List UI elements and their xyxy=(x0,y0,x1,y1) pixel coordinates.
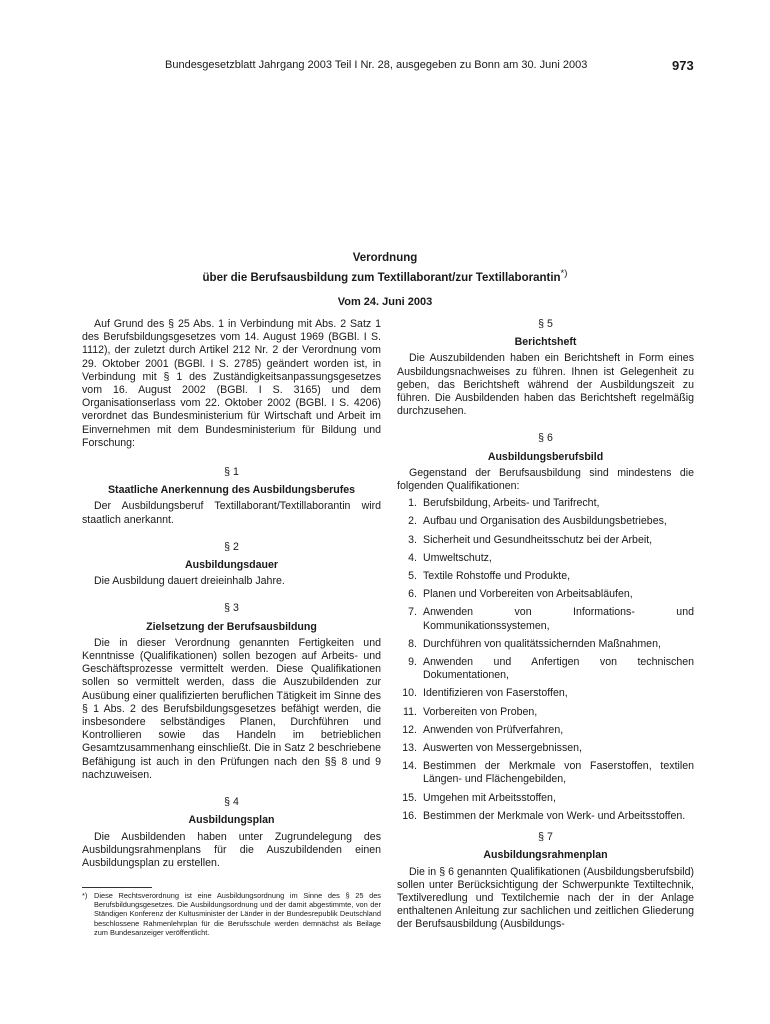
list-item-text: Bestimmen der Merkmale von Werk- und Arbeitsstoffen. xyxy=(423,809,686,822)
list-item-number: 3. xyxy=(408,533,417,546)
list-item xyxy=(408,588,694,601)
section-7-text: Die in § 6 genannten Qualifikationen (Ausbildungsberufsbild) sollen unter Berücksichtigung der Schwerpunkte Textiltechnik, Textilveredlung und Textilchemie nach der in der Anlage enthaltenen Anleitung zur sachlichen und zeitlichen Gliederung der Berufsausbildung (Ausbildungs- xyxy=(397,865,694,931)
list-item-number: 8. xyxy=(408,637,417,650)
list-item-number: 14. xyxy=(402,760,417,773)
section-1-title: Staatliche Anerkennung des Ausbildungsberufes xyxy=(107,484,356,497)
list-item-number: 7. xyxy=(408,606,417,619)
list-item-number: 10. xyxy=(402,687,417,700)
left-column xyxy=(82,318,381,870)
list-item-number: 5. xyxy=(408,570,417,583)
list-item-text: Textile Rohstoffe und Produkte, xyxy=(423,570,571,583)
right-column xyxy=(397,318,694,932)
section-3-text: Die in dieser Verordnung genannten Fertigkeiten und Kenntnisse (Qualifikationen) sollen bezogen auf Arbeits- und Geschäftsprozesse vermittelt werden. Diese Qualifikationen sollen so vermittelt werden, dass die Auszubildenden zur Ausübung einer qualifizierten beruflichen Tätigkeit im Sinne des § 1 Abs. 2 des Berufsbildungsgesetzes befähigt werden, die insbesondere selbständiges Planen, Durchführen und Kontrollieren sowie das Handeln im betrieblichen Gesamtzusammenhang einschließt. Die in Satz 2 beschriebene Befähigung ist auch in den Prüfungen nach den §§ 8 und 9 nachzuweisen. xyxy=(82,636,381,781)
list-item-text: Aufbau und Organisation des Ausbildungsbetriebes, xyxy=(423,515,667,528)
section-2-title: Ausbildungsdauer xyxy=(185,559,278,572)
list-item xyxy=(408,497,694,510)
title-footnote-mark: *) xyxy=(560,268,568,279)
list-item-number: 1. xyxy=(408,497,417,510)
preamble: Auf Grund des § 25 Abs. 1 in Verbindung mit Abs. 2 Satz 1 des Berufsbildungsgesetzes vom 14. August 1969 (BGBl. I S. 1112), der zuletzt durch Artikel 212 Nr. 2 der Verordnung vom 29. Oktober 2001 (BGBl. I S. 2785) geändert worden ist, in Verbindung mit § 1 des Zuständigkeitsanpassungsgesetzes vom 16. August 2002 (BGBl. I S. 3165) und dem Organisationserlass vom 22. Oktober 2002 (BGBl. I S. 4206) verordnet das Bundesministerium für Wirtschaft und Arbeit im Einvernehmen mit dem Bundesministerium für Bildung und Forschung: xyxy=(82,318,381,449)
list-item-text: Umgehen mit Arbeitsstoffen, xyxy=(423,791,556,804)
section-7-heading xyxy=(397,831,694,862)
list-item-number: 13. xyxy=(402,742,417,755)
section-2-text: Die Ausbildung dauert dreieinhalb Jahre. xyxy=(94,575,285,588)
section-6-title: Ausbildungsberufsbild xyxy=(487,450,604,463)
list-item xyxy=(408,551,694,565)
list-item xyxy=(408,533,694,547)
list-item-number: 2. xyxy=(408,515,417,528)
list-item-number: 9. xyxy=(408,656,417,669)
list-item-text: Umweltschutz, xyxy=(423,551,492,564)
list-item-number: 6. xyxy=(408,588,417,601)
section-4-title: Ausbildungsplan xyxy=(188,814,275,827)
list-item-text: Anwenden von Informations- und Kommunikationssystemen, xyxy=(423,606,694,632)
list-item-number: 12. xyxy=(402,723,417,736)
footnote-text: Diese Rechtsverordnung ist eine Ausbildungsordnung im Sinne des § 25 des Berufsbildungsgesetzes. Die Ausbildungsordnung und der damit abgestimmte, von der Ständigen Konferenz der Kultusminister der Länder in der Bundesrepublik Deutschland beschlossene Rahmenlehrplan für die Berufsschule werden demnächst als Beilage zum Bundesanzeiger veröffentlicht. xyxy=(94,891,381,937)
section-7-title: Ausbildungsrahmenplan xyxy=(483,849,608,862)
section-3-number: § 3 xyxy=(224,602,239,615)
list-item xyxy=(402,791,694,805)
list-item xyxy=(408,570,694,583)
list-item-text: Anwenden und Anfertigen von technischen Dokumentationen, xyxy=(423,656,694,682)
section-6-number: § 6 xyxy=(538,432,553,445)
list-item xyxy=(408,656,694,682)
list-item-text: Berufsbildung, Arbeits- und Tarifrecht, xyxy=(423,497,600,510)
footnote xyxy=(82,891,381,937)
section-6-heading xyxy=(397,432,694,463)
list-item xyxy=(408,637,694,651)
title-line-2 xyxy=(0,266,770,286)
section-5-title: Berichtsheft xyxy=(514,336,577,349)
section-3-heading xyxy=(82,602,381,633)
list-item xyxy=(402,723,694,737)
list-item xyxy=(402,760,694,786)
list-item-text: Durchführen von qualitätssichernden Maßnahmen, xyxy=(423,637,661,650)
running-header: Bundesgesetzblatt Jahrgang 2003 Teil I Nr. 28, ausgegeben zu Bonn am 30. Juni 2003 xyxy=(165,59,588,71)
section-5-heading xyxy=(397,318,694,349)
list-item xyxy=(403,705,694,719)
list-item xyxy=(408,606,694,632)
page-number: 973 xyxy=(672,58,694,73)
section-6-intro: Gegenstand der Berufsausbildung sind mindestens die folgenden Qualifikationen: xyxy=(397,466,694,493)
title-line-2-text: über die Berufsausbildung zum Textillaborant/zur Textillaborantin xyxy=(202,271,561,284)
list-item-text: Sicherheit und Gesundheitsschutz bei der Arbeit, xyxy=(423,533,653,546)
section-4-number: § 4 xyxy=(224,796,239,809)
regulation-date: Vom 24. Juni 2003 xyxy=(337,295,433,308)
section-3-title: Zielsetzung der Berufsausbildung xyxy=(146,620,317,633)
footnote-mark: *) xyxy=(82,891,88,900)
section-1-heading xyxy=(82,466,381,497)
section-4-text: Die Ausbildenden haben unter Zugrundelegung des Ausbildungsrahmenplans für die Auszubildenden einen Ausbildungsplan zu erstellen. xyxy=(82,830,381,869)
list-item xyxy=(402,809,694,823)
section-7-number: § 7 xyxy=(538,831,553,844)
section-2-heading xyxy=(82,541,381,572)
list-item-text: Auswerten von Messergebnissen, xyxy=(423,742,582,755)
title-line-1: Verordnung xyxy=(352,252,418,264)
list-item-number: 11. xyxy=(403,705,417,718)
list-item xyxy=(402,687,694,700)
footnote-divider xyxy=(82,887,152,888)
section-5-number: § 5 xyxy=(538,318,553,330)
section-2-number: § 2 xyxy=(224,540,239,553)
qualifications-list xyxy=(397,497,694,823)
list-item xyxy=(402,742,694,755)
section-1-number: § 1 xyxy=(224,466,239,479)
list-item-number: 16. xyxy=(402,809,417,822)
page-header xyxy=(0,59,770,75)
list-item-text: Planen und Vorbereiten von Arbeitsabläufen, xyxy=(423,588,633,601)
list-item-number: 15. xyxy=(402,791,417,804)
list-item-text: Identifizieren von Faserstoffen, xyxy=(423,687,568,700)
list-item-text: Bestimmen der Merkmale von Faserstoffen, textilen Längen- und Flächengebilden, xyxy=(423,760,694,786)
title-block xyxy=(0,251,770,308)
section-4-heading xyxy=(82,796,381,827)
section-1-text: Der Ausbildungsberuf Textillaborant/Textillaborantin wird staatlich anerkannt. xyxy=(82,500,381,526)
list-item xyxy=(408,515,694,528)
section-5-text: Die Auszubildenden haben ein Berichtsheft in Form eines Ausbildungsnachweises zu führen. Ihnen ist Gelegenheit zu geben, das Berichtsheft während der Ausbildungszeit zu führen. Die Ausbildenden haben das Berichtsheft regelmäßig durchzusehen. xyxy=(397,352,694,418)
list-item-text: Anwenden von Prüfverfahren, xyxy=(423,723,564,736)
list-item-text: Vorbereiten von Proben, xyxy=(423,705,538,718)
list-item-number: 4. xyxy=(408,551,417,564)
